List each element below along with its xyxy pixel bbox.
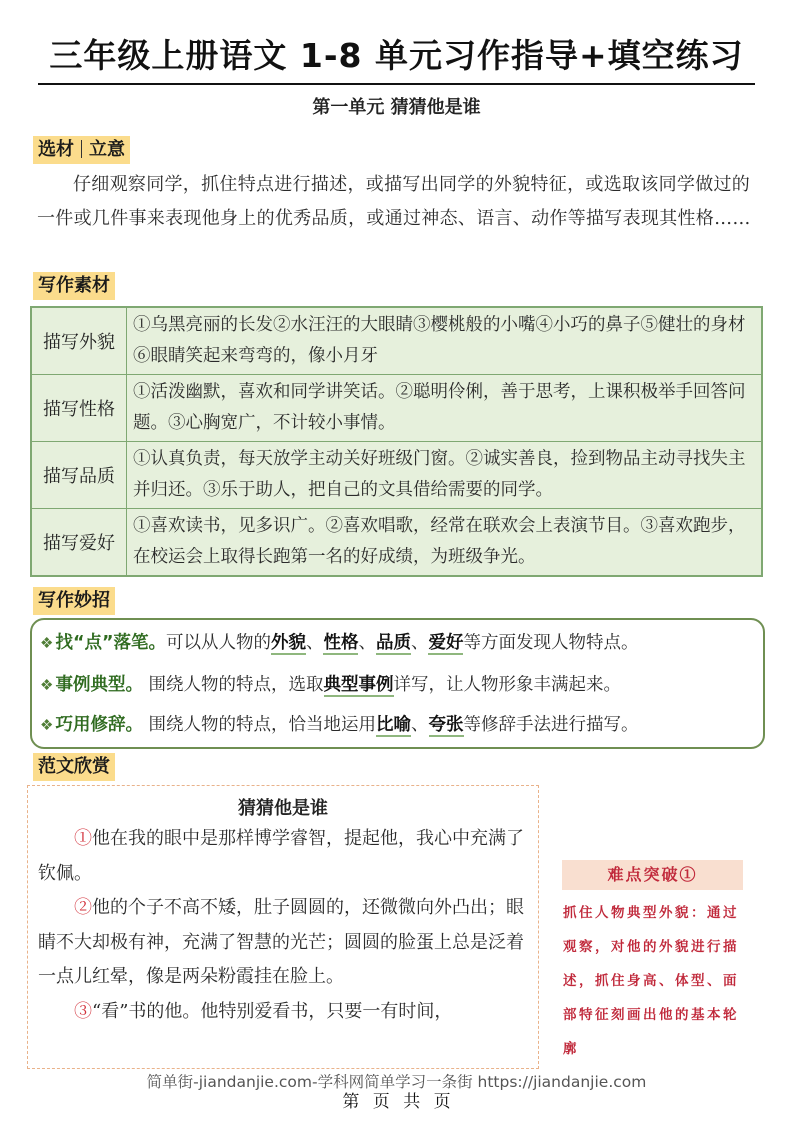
tip-head: 事例典型。 <box>55 675 143 695</box>
essay-title: 猜猜他是谁 <box>238 798 328 819</box>
essay-paragraph <box>38 891 532 995</box>
tip-head: 找“点”落笔。 <box>55 633 166 653</box>
tip-text: 等修辞手法进行描写。 <box>463 715 639 735</box>
unit-title: 第一单元 猜猜他是谁 <box>312 97 481 118</box>
separator: 、 <box>410 633 429 653</box>
paragraph-text: “看”书的他。他特别爱看书，只要一有时间， <box>92 1000 453 1022</box>
tip-text: 围绕人物的特点，选取 <box>142 675 324 695</box>
tag-separator <box>81 140 82 158</box>
table-row <box>31 509 762 577</box>
keyword: 夸张 <box>428 715 464 735</box>
row-label: 描写品质 <box>31 442 127 509</box>
essay-paragraph <box>38 995 532 1030</box>
paragraph-number: ③ <box>74 1000 92 1022</box>
row-text: ①乌黑亮丽的长发②水汪汪的大眼睛③樱桃般的小嘴④小巧的鼻子⑤健壮的身材⑥眼睛笑起来弯弯的，像小月牙 <box>127 307 763 375</box>
difficulty-note <box>562 860 743 1066</box>
keyword: 外貌 <box>270 633 306 653</box>
separator: 、 <box>411 715 429 735</box>
tip-item <box>40 711 639 736</box>
footer-watermark: 简单街-jiandanjie.com-学科网简单学习一条街 https://jiandanjie.com <box>146 1073 647 1091</box>
tip-text: 详写，让人物形象丰满起来。 <box>393 675 622 695</box>
tips-box <box>30 618 765 749</box>
tip-text: 可以从人物的 <box>165 633 271 653</box>
row-label: 描写外貌 <box>31 307 127 375</box>
keyword: 品质 <box>375 633 411 653</box>
diamond-bullet-icon: ❖ <box>40 676 54 694</box>
keyword: 爱好 <box>428 633 464 653</box>
tag-label-right: 立意 <box>89 139 125 160</box>
diamond-bullet-icon: ❖ <box>40 716 54 734</box>
table-row <box>31 307 762 375</box>
row-label: 描写性格 <box>31 375 127 442</box>
page-title: 三年级上册语文 1-8 单元习作指导+填空练习 <box>49 36 744 75</box>
section-tag-materials: 写作素材 <box>33 272 115 300</box>
page-counter: 第 页 共 页 <box>342 1092 451 1112</box>
essay-body <box>38 822 532 1029</box>
paragraph-number: ② <box>74 897 92 918</box>
tip-item <box>40 629 638 654</box>
table-row <box>31 375 762 442</box>
section-tag-selection <box>33 136 130 164</box>
paragraph-text: 他的个子不高不矮，肚子圆圆的，还微微向外凸出；眼睛不大却极有神，充满了智慧的光芒；圆圆的脸蛋上总是泛着一点儿红晕，像是两朵粉霞挂在脸上。 <box>38 897 524 987</box>
keyword: 性格 <box>323 633 359 653</box>
separator: 、 <box>305 633 324 653</box>
diamond-bullet-icon: ❖ <box>40 634 54 652</box>
keyword: 典型事例 <box>323 675 394 695</box>
materials-table <box>30 306 763 577</box>
tip-text: 等方面发现人物特点。 <box>463 633 639 653</box>
title-divider <box>38 83 755 85</box>
tag-label-left: 选材 <box>38 139 74 160</box>
selection-paragraph: 仔细观察同学，抓住特点进行描述，或描写出同学的外貌特征，或选取该同学做过的一件或几件事来表现他身上的优秀品质，或通过神态、语言、动作等描写表现其性格…… <box>37 174 751 229</box>
essay-box <box>27 785 539 1069</box>
section-tag-essay: 范文欣赏 <box>33 753 115 781</box>
essay-paragraph <box>38 822 532 891</box>
tip-item <box>40 671 621 696</box>
paragraph-number: ① <box>74 828 92 849</box>
tip-head: 巧用修辞。 <box>55 715 143 735</box>
note-title: 难点突破① <box>562 860 743 890</box>
section-tag-tips: 写作妙招 <box>33 587 115 615</box>
note-text: 抓住人物典型外貌：通过观察，对他的外貌进行描述，抓住身高、体型、面部特征刻画出他的基本轮廓 <box>563 905 739 1057</box>
row-text: ①喜欢读书，见多识广。②喜欢唱歌，经常在联欢会上表演节目。③喜欢跑步，在校运会上取得长跑第一名的好成绩，为班级争光。 <box>127 509 763 577</box>
tip-text: 围绕人物的特点，恰当地运用 <box>142 715 377 735</box>
table-row <box>31 442 762 509</box>
row-label: 描写爱好 <box>31 509 127 577</box>
paragraph-text: 他在我的眼中是那样博学睿智，提起他，我心中充满了钦佩。 <box>38 828 524 884</box>
keyword: 比喻 <box>376 715 412 735</box>
separator: 、 <box>358 633 376 653</box>
row-text: ①认真负责，每天放学主动关好班级门窗。②诚实善良，捡到物品主动寻找失主并归还。③乐于助人，把自己的文具借给需要的同学。 <box>127 442 763 509</box>
row-text: ①活泼幽默，喜欢和同学讲笑话。②聪明伶俐，善于思考，上课积极举手回答问题。③心胸宽广，不计较小事情。 <box>127 375 763 442</box>
